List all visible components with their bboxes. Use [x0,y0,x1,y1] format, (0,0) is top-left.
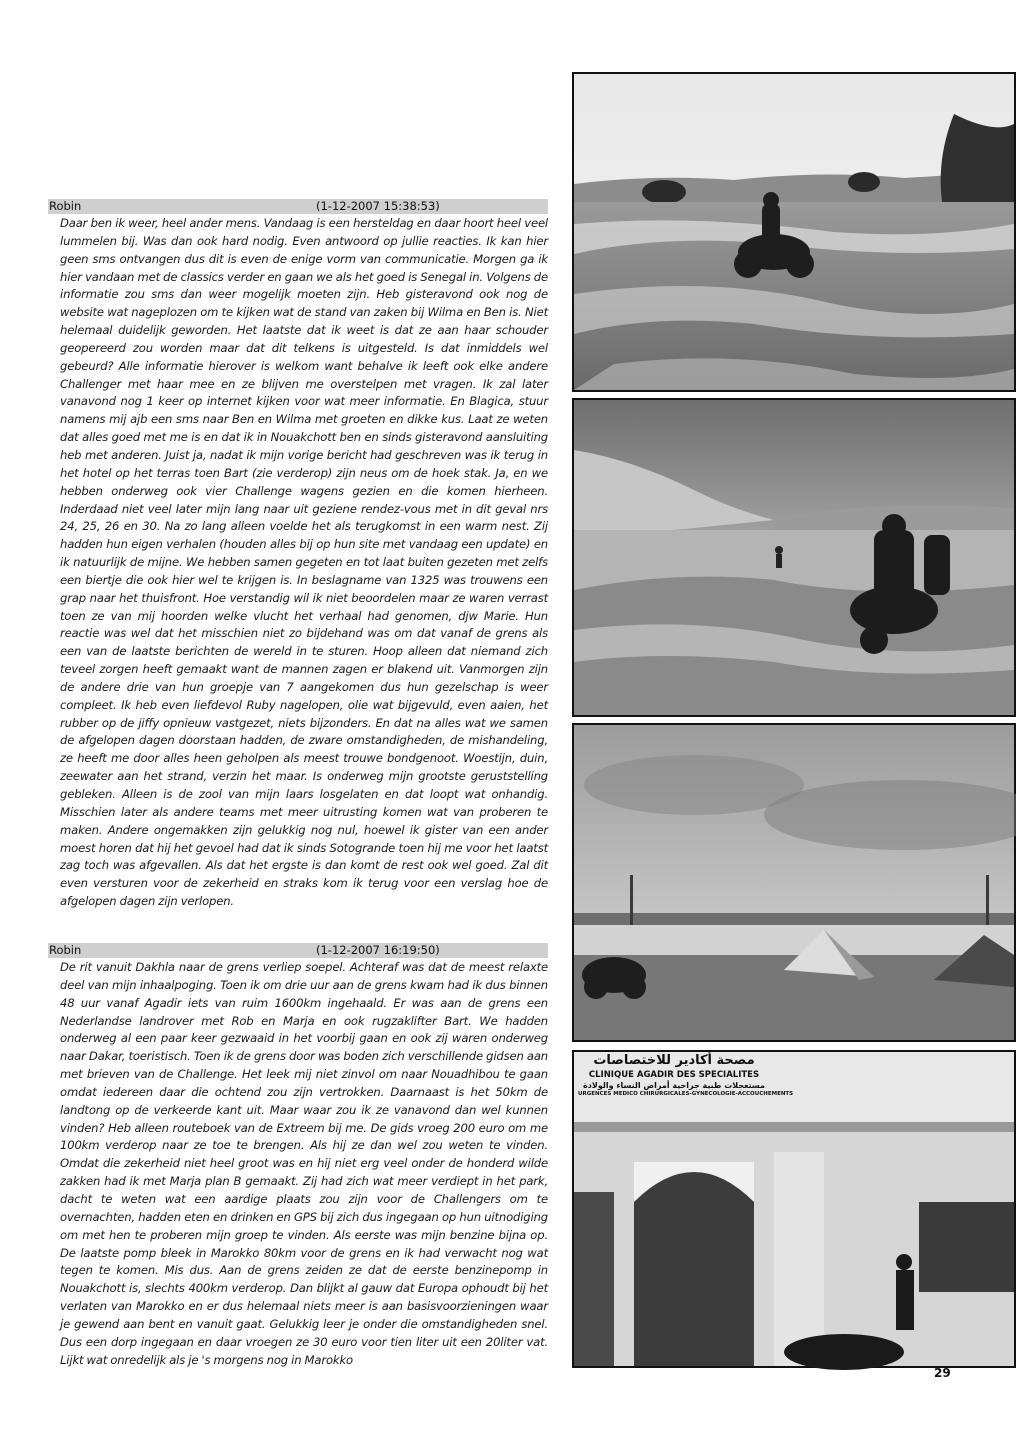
photo-river-crossing [572,72,1016,392]
blog-entry-2 [48,943,548,1369]
photo-flooded-valley [572,398,1016,717]
entry-author: Robin [49,199,82,213]
photo-clinic-agadir [572,1050,1016,1368]
entry-author: Robin [49,943,82,957]
blog-entry-1 [48,199,548,911]
entry-timestamp: (1-12-2007 16:19:50) [316,943,440,957]
sign-arabic-mid: مستعجلات طبية جراحية أمراض النساء والولادة [583,1080,765,1090]
entry-timestamp: (1-12-2007 15:38:53) [316,199,440,213]
photo-flooded-valley-image [574,400,1014,715]
sign-latin-sub: URGENCES MEDICO CHIRURGICALES-GYNECOLOGIE-ACCOUCHEMENTS [578,1090,794,1097]
clinic-sign [574,1052,794,1122]
entry-body [60,959,548,1369]
page-number: 29 [934,1366,951,1380]
sign-latin-main: CLINIQUE AGADIR DES SPECIALITES [588,1069,760,1080]
entry-text: De rit vanuit Dakhla naar de grens verliep soepel. Achteraf was dat de meest relaxte deel van mijn inhaalpoging. Toen ik om drie uur aan de grens kwam had ik dus binnen 48 uur vanaf Agadir iets van ruim 1600km ingehaald. Er was aan de grens een Nederlandse landrover met Rob en Marja en ook rugzaklifter Bart. We hadden onderweg al een paar keer gezwaaid in het voorbij gaan en ook zij waren onderweg naar Dakar, toeristisch. Toen ik de grens door was boden zich verschillende gidsen aan met brieven van de Challenge. Het leek mij niet zinvol om naar Nouadhibou te gaan omdat iedereen daar die ochtend zou zijn vertrokken. Daarnaast is het 50km de landtong op de verkeerde kant uit. Maar waar zou ik ze vanavond dan wel kunnen vinden? Heb alleen routeboek van de Extreem bij me. De gids vroeg 200 euro om me 100km verderop naar ze toe te brengen. Als hij ze dan wel zou weten te vinden. Omdat die zekerheid niet heel groot was en hij niet erg veel onder de honderd wilde zakken had ik met Marja plan B gemaakt. Zij had zich wat meer verdiept in het park, dacht te weten wat een aardige plaats zou zijn voor de Challengers om te overnachten, hadden eten en drinken en GPS bij zich dus ingegaan op hun uitnodiging om met hen te proberen mijn groep te vinden. Als eerste was mijn benzine bijna op. De laatste pomp bleek in Marokko 80km voor de grens en ik had verwacht nog wat tegen te komen. Mis dus. Aan de grens zeiden ze dat de eerste benzinepomp in Nouakchott is, slechts 400km verderop. Dan blijkt al gauw dat Europa ophoudt bij het verlaten van Marokko en er dus helemaal niets meer is aan basisvoorzieningen waar je gewend aan bent en vanuit gaat. Gelukkig leer je onder die omstandigheden snel. Dus een dorp ingegaan en daar vroegen ze 30 euro voor tien liter uit een 20liter vat. Lijkt wat onredelijk als je 's morgens nog in Marokko [60,960,548,1367]
entry-header [48,199,548,214]
photo-river-crossing-image [574,74,1014,390]
photo-camp-by-sea-image [574,725,1014,1040]
entry-header [48,943,548,958]
photo-camp-by-sea [572,723,1016,1042]
entry-text: Daar ben ik weer, heel ander mens. Vandaag is een hersteldag en daar hoort heel veel lummelen bij. Was dan ook hard nodig. Even antwoord op jullie reacties. Ik kan hier geen sms ontvangen dus dit is even de enige vorm van communicatie. Morgen ga ik hier vandaan met de classics verder en gaan we als het goed is Senegal in. Volgens de informatie zou sms dan weer mogelijk moeten zijn. Heb gisteravond ook nog de website wat nageplozen om te kijken wat de stand van zaken bij Wilma en Ben is. Niet helemaal duidelijk geworden. Het laatste dat ik weet is dat ze aan haar schouder geopereerd zou worden maar dat dit telkens is uitgesteld. Is dat inmiddels wel gebeurd? Alle informatie hierover is welkom want behalve ik leeft ook elke andere Challenger met haar mee en ze blijven me overstelpen met vragen. Ik zal later vanavond nog 1 keer op internet kijken voor wat meer informatie. En Blagica, stuur namens mij ajb een sms naar Ben en Wilma met groeten en dikke kus. Laat ze weten dat alles goed met me is en dat ik in Nouakchott ben en sinds gisteravond aansluiting heb met anderen. Juist ja, nadat ik mijn vorige bericht had geschreven was ik terug in het hotel op het terras toen Bart (zie verderop) zijn neus om de hoek stak. Ja, en we hebben onderweg ook vier Challenge wagens gezien en die komen hierheen. Inderdaad niet veel later mijn lang naar uit geziene rendez-vous met in dit geval nrs 24, 25, 26 en 30. Na zo lang alleen voelde het als terugkomst in een warm nest. Zij hadden hun eigen verhalen (houden alles bij op hun site met vandaag een update) en ik natuurlijk de mijne. We hebben samen gegeten en tot laat buiten gezeten met zelfs een biertje die ook hier wel te krijgen is. In beslagname van 1325 was trouwens een grap naar het thuisfront. Hoe verstandig wil ik niet beoordelen maar ze waren verrast toen ze van mij hoorden welke vlucht het verhaal had genomen, djw Marie. Hun reactie was wel dat het misschien niet zo bijdehand was om dat vanaf de grens als een van de laatste berichten de wereld in te sturen. Hoop alleen dat niemand zich teveel zorgen heeft gemaakt want de mannen zagen er blakend uit. Vanmorgen zijn de andere drie van hun groepje van 7 aangekomen dus hun gezelschap is weer compleet. Ik heb even liefdevol Ruby nagelopen, olie wat bijgevuld, even aaien, het rubber op de jiffy opnieuw vastgezet, niets bijzonders. En dat na alles wat we samen de afgelopen dagen doorstaan hadden, de zware omstandigheden, de mishandeling, ze heeft me door alles heen geholpen als meest trouwe bondgenoot. Woestijn, duin, zeewater aan het strand, verzin het maar. Is onderweg mijn grootste geruststelling gebleken. Alleen is de zool van mijn laars losgelaten en dat loopt wat onhandig. Misschien later als andere teams met meer uitrusting komen wat van proberen te maken. Andere ongemakken zijn gelukkig nog nul, hoewel ik gister van een ander moest horen dat hij het gevoel had dat ik sinds Sotogrande toen hij me voor het laatst zag toch was afgevallen. Als dat het ergste is dan komt de rest ook wel goed. Zal dit even versturen voor de zekerheid en straks kom ik terug voor een verslag hoe de afgelopen dagen zijn verlopen. [60,216,548,909]
entry-body [60,215,548,911]
sign-arabic-top: مصحة أكادير للاختصاصات [593,1053,755,1068]
